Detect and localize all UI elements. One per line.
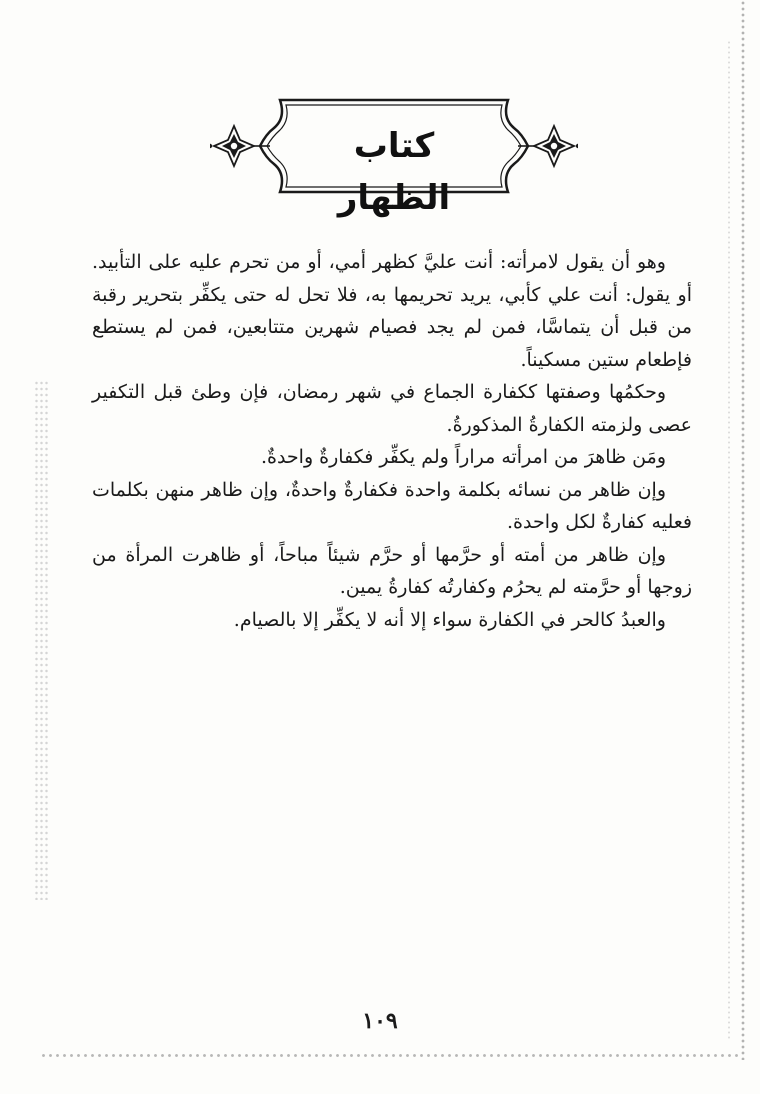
chapter-title-frame xyxy=(210,98,578,218)
right-ornament-icon xyxy=(518,126,578,166)
left-ornament-icon xyxy=(210,126,270,166)
decorative-border-right-inner xyxy=(727,40,730,1040)
paragraph: ومَن ظاهرَ من امرأته مراراً ولم يكفِّر فكفارةٌ واحدةٌ. xyxy=(260,446,666,468)
decorative-border-right xyxy=(740,0,746,1060)
paragraph: وهو أن يقول لامرأته: أنت عليَّ كظهر أمي، أو من تحرم عليه على التأبيد. أو يقول: أنت علي كأبي، يريد تحريمها به، فلا تحل له حتى يكفِّر بتحرير رقبة من قبل أن يتماسَّا، فمن لم يجد فصيام شهرين متتابعين، فمن لم يستطع فإطعام ستين مسكيناً. xyxy=(92,251,692,371)
chapter-title: كتاب الظهار xyxy=(337,126,451,218)
page-number: ١٠٩ xyxy=(362,1008,398,1034)
paragraph: وإن ظاهر من أمته أو حرَّمها أو حرَّم شيئاً مباحاً، أو ظاهرت المرأة من زوجها أو حرَّمته لم يحرُم وكفارتُه كفارةُ يمين. xyxy=(92,543,692,598)
body-text xyxy=(92,246,692,636)
decorative-border-bottom xyxy=(40,1052,740,1060)
paragraph: وإن ظاهر من نسائه بكلمة واحدة فكفارةٌ واحدةٌ، وإن ظاهر منهن بكلمات فعليه كفارةٌ لكل واحدة. xyxy=(92,478,692,533)
paragraph: وحكمُها وصفتها ككفارة الجماع في شهر رمضان، فإن وطئ قبل التكفير عصى ولزمته الكفارةُ المذكورةُ. xyxy=(92,381,692,436)
paragraph: والعبدُ كالحر في الكفارة سواء إلا أنه لا يكفِّر إلا بالصيام. xyxy=(233,608,666,631)
decorative-border-left xyxy=(34,380,48,900)
